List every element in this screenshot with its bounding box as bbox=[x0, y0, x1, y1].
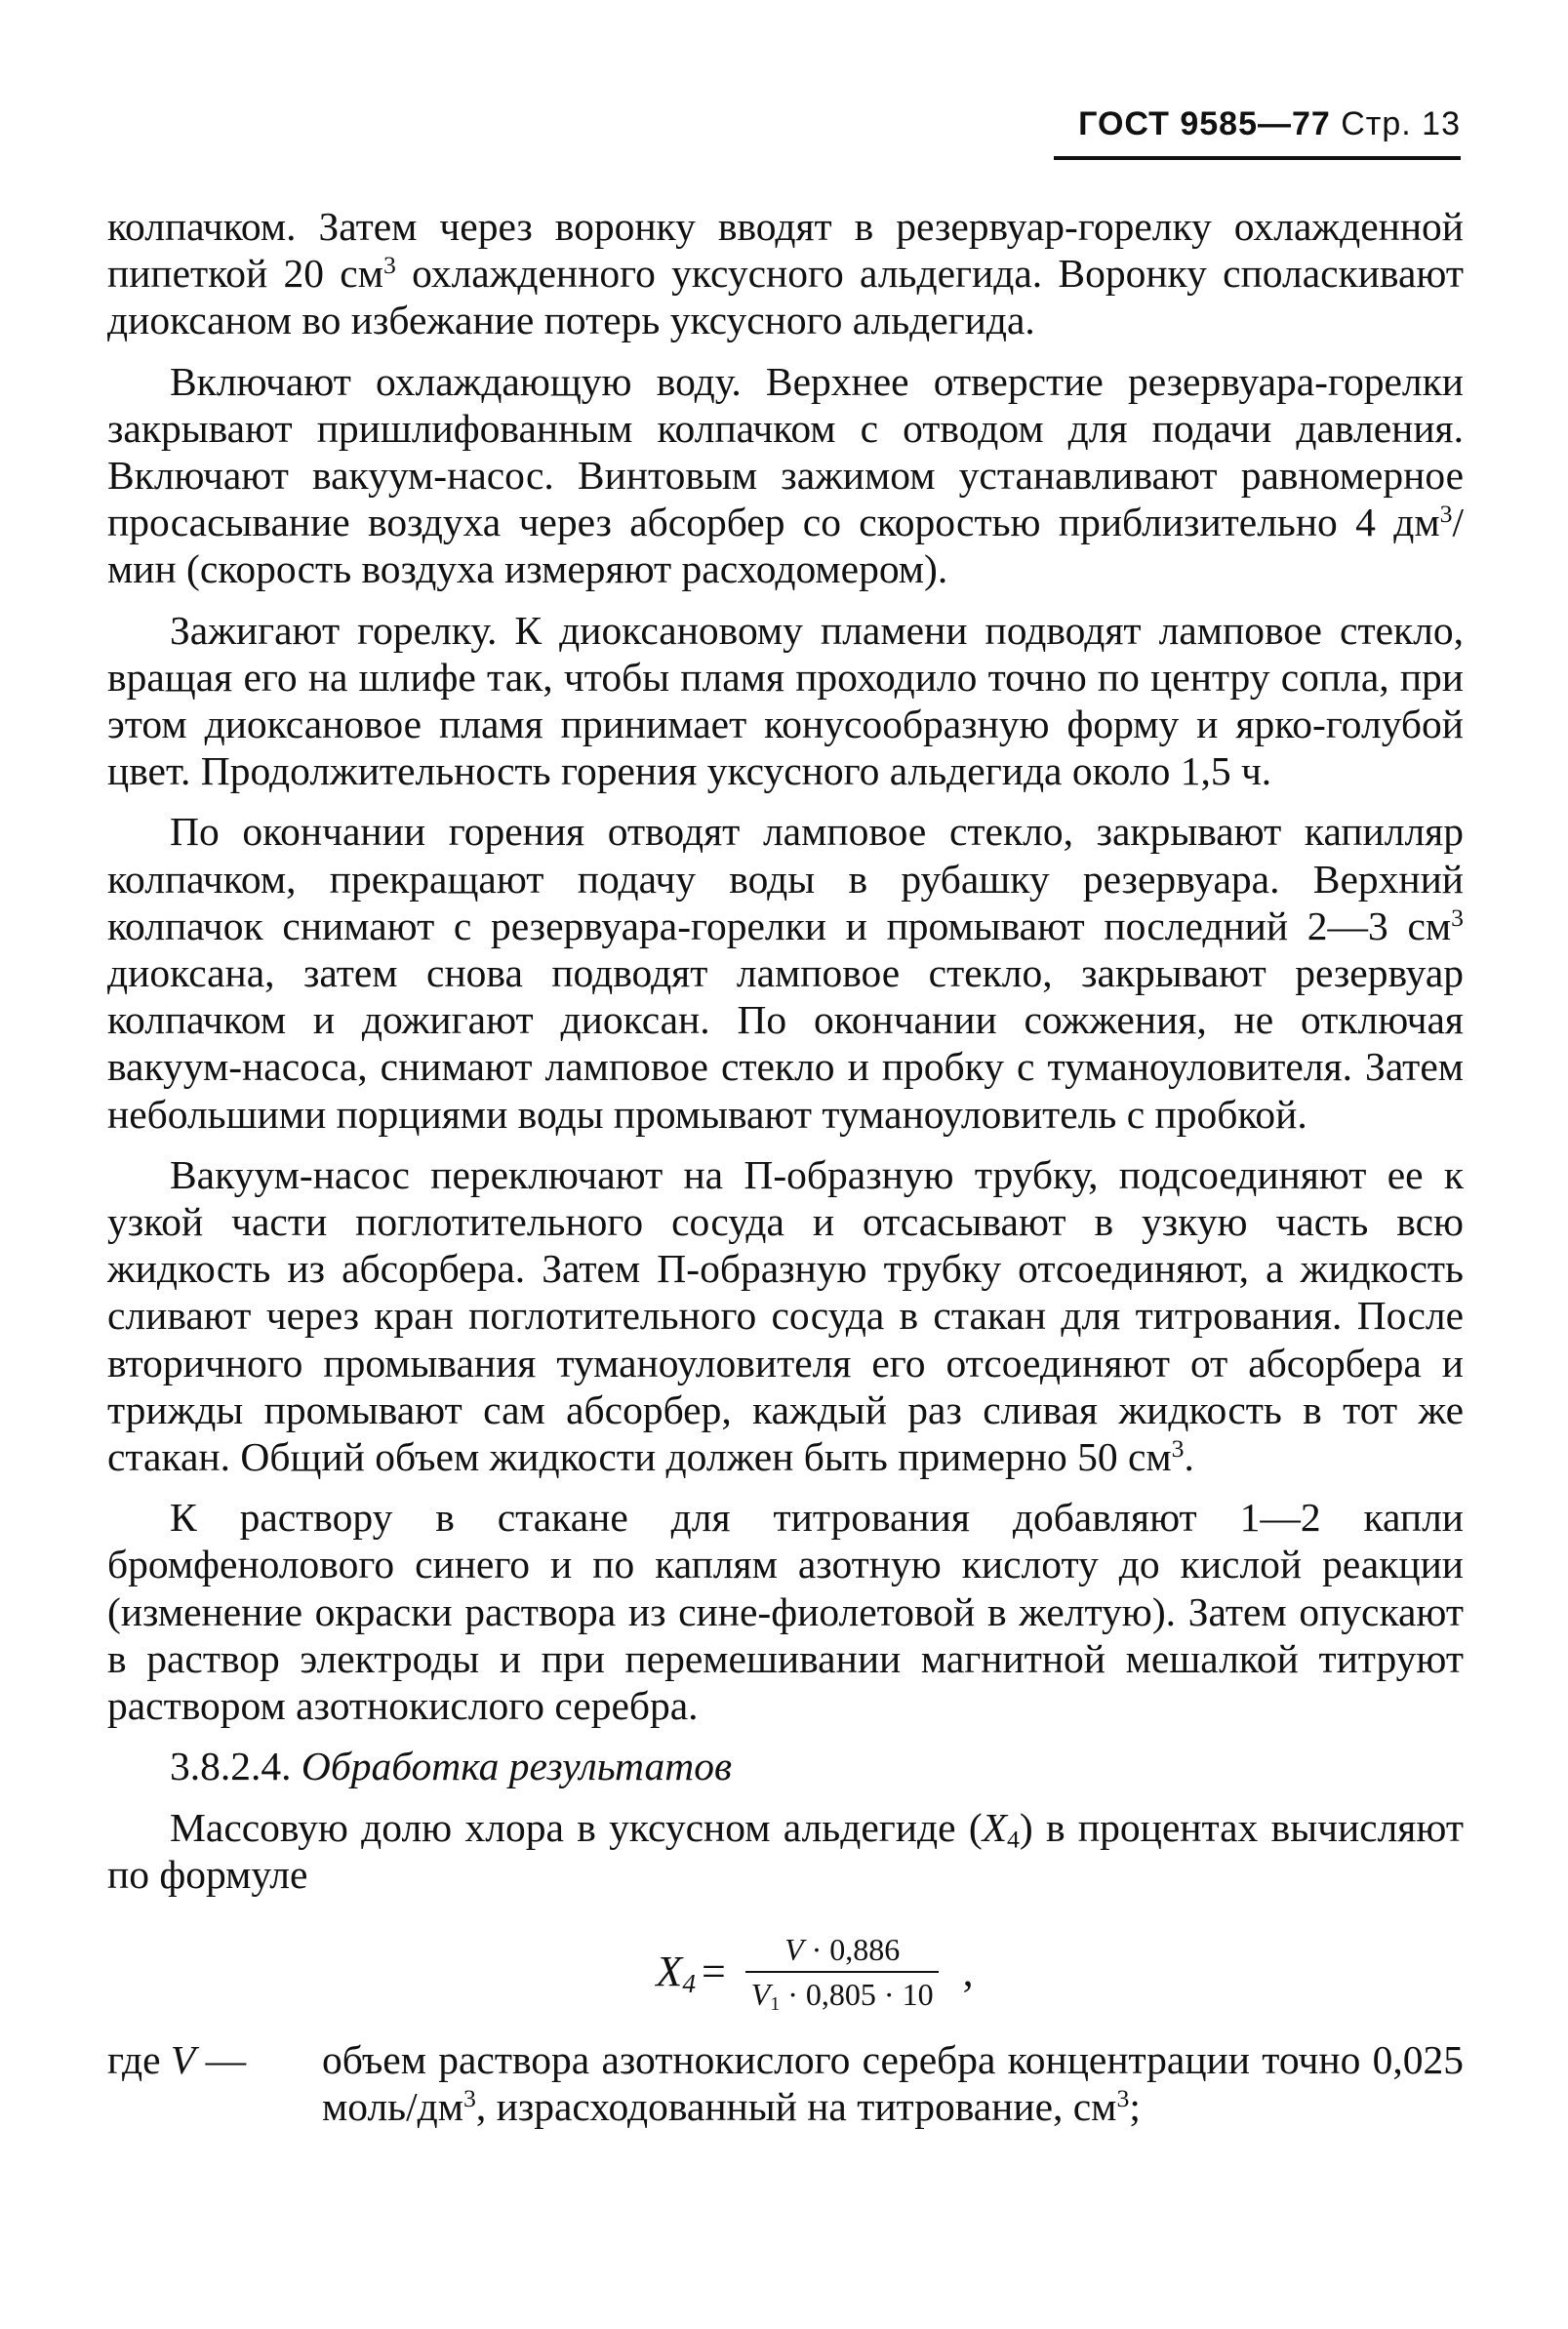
formula-denominator: $V_1 \cdot 0,805 \cdot 10$ bbox=[750, 1976, 934, 2015]
page-number: Стр. 13 bbox=[1341, 105, 1461, 142]
variable-label: где V — bbox=[107, 2036, 247, 2082]
paragraph-7: Массовую долю хлора в уксусном альдегиде $(X_4)$ в процентах вычисляют по формуле bbox=[107, 1804, 1464, 1897]
paragraph-1: колпачком. Затем через воронку вводят в резервуар-горелку охлажденной пипеткой 20 $см^3$ охлажденного уксусного альдегида. Воронку споласкивают диоксаном во избежание потерь уксусного альдегида. bbox=[107, 204, 1464, 343]
section-number: 3.8.2.4. bbox=[170, 1744, 292, 1789]
page-header bbox=[1078, 105, 1461, 143]
formula-comma: , bbox=[962, 1947, 974, 1995]
paragraph-5: Вакуум-насос переключают на П-образную трубку, подсоединяют ее к узкой части поглотительного сосуда и отсасывают в узкую часть всю жидкость из абсорбера. Затем П-образную трубку отсоединяют, а жидкость сливают через кран поглотительного сосуда в стакан для титрования. После вторичного промывания туманоуловителя его отсоединяют от абсорбера и трижды промывают сам абсорбер, каждый раз сливая жидкость в тот же стакан. Общий объем жидкости должен быть примерно 50 $см^3$. bbox=[107, 1151, 1464, 1480]
formula-lhs: $X_4$ bbox=[656, 1947, 696, 1998]
standard-number: ГОСТ 9585—77 bbox=[1078, 105, 1331, 142]
paragraph-3: Зажигают горелку. К диоксановому пламени подводят ламповое стекло, вращая его на шлифе так, чтобы пламя проходило точно по центру сопла, при этом диоксановое пламя принимает конусообразную форму и ярко-голубой цвет. Продолжительность горения уксусного альдегида около 1,5 ч. bbox=[107, 607, 1464, 794]
formula-equals: = bbox=[701, 1947, 726, 1995]
formula bbox=[107, 1923, 1464, 2021]
variable-definition bbox=[107, 2036, 1464, 2130]
section-heading bbox=[107, 1743, 1464, 1789]
variable-description: объем раствора азотнокислого серебра концентрации точно 0,025 моль/$дм^3$, израсходованный на титрование, $см^3$; bbox=[322, 2036, 1464, 2130]
section-title: Обработка результатов bbox=[301, 1744, 732, 1789]
paragraph-2: Включают охлаждающую воду. Верхнее отверстие резервуара-горелки закрывают пришлифованным колпачком с отводом для подачи давления. Включают вакуум-насос. Винтовым зажимом устанавливают равномерное просасывание воздуха через абсорбер со скоростью приблизительно 4 $дм^3$/мин (скорость воздуха измеряют расходомером). bbox=[107, 358, 1464, 592]
paragraph-4: По окончании горения отводят ламповое стекло, закрывают капилляр колпачком, прекращают подачу воды в рубашку резервуара. Верхний колпачок снимают с резервуара-горелки и промывают последний 2—3 $см^3$ диоксана, затем снова подводят ламповое стекло, закрывают резервуар колпачком и дожигают диоксан. По окончании сожжения, не отключая вакуум-насоса, снимают ламповое стекло и пробку с туманоуловителя. Затем небольшими порциями воды промывают туманоуловитель с пробкой. bbox=[107, 809, 1464, 1137]
paragraph-6: К раствору в стакане для титрования добавляют 1—2 капли бромфенолового синего и по каплям азотную кислоту до кислой реакции (изменение окраски раствора из сине-фиолетовой в желтую). Затем опускают в раствор электроды и при перемешивании магнитной мешалкой титруют раствором азотнокислого серебра. bbox=[107, 1495, 1464, 1729]
document-body bbox=[107, 203, 1464, 2130]
header-rule bbox=[1054, 156, 1461, 160]
formula-fraction bbox=[732, 1930, 953, 2014]
formula-numerator: V · 0,886 bbox=[745, 1930, 939, 1973]
